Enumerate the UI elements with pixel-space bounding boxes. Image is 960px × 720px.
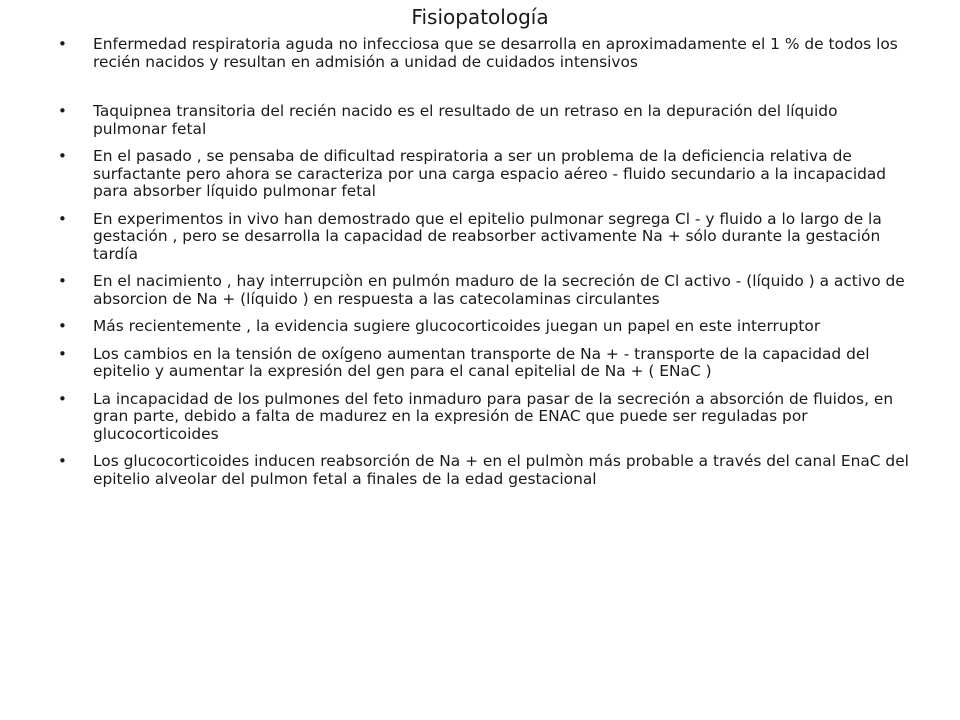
bullet-text: En experimentos in vivo han demostrado que el epitelio pulmonar segrega Cl - y fluido a lo largo de la gestación , pero se desarrolla la capacidad de reabsorber activamente Na + sólo durante la gestación tardía: [93, 209, 882, 263]
bullet-dot-icon: •: [58, 452, 67, 470]
bullet-dot-icon: •: [58, 147, 67, 165]
bullet-dot-icon: •: [58, 209, 67, 228]
bullet-item: [58, 391, 910, 444]
bullet-item: [58, 211, 910, 264]
bullet-dot-icon: •: [58, 272, 67, 290]
bullet-text: Taquipnea transitoria del recién nacido es el resultado de un retraso en la depuración del líquido pulmonar fetal: [93, 102, 838, 138]
bullet-dot-icon: •: [58, 102, 67, 120]
bullet-item: [58, 103, 910, 138]
bullet-item: [58, 318, 910, 336]
bullet-item: [58, 36, 910, 71]
slide-title: Fisiopatología: [411, 5, 549, 29]
bullet-item: [58, 453, 910, 488]
bullet-text: La incapacidad de los pulmones del feto inmaduro para pasar de la secreción a absorción de fluidos, en gran parte, debido a falta de madurez en la expresión de ENAC que puede ser reguladas por glucocorticoides: [93, 389, 894, 443]
bullet-dot-icon: •: [58, 35, 67, 53]
bullet-text: En el pasado , se pensaba de dificultad respiratoria a ser un problema de la deficiencia relativa de surfactante pero ahora se caracteriza por una carga espacio aéreo - fluido secundario a la incapacidad para absorber líquido pulmonar fetal: [93, 147, 887, 200]
bullet-item: [58, 148, 910, 201]
bullet-text: Más recientemente , la evidencia sugiere glucocorticoides juegan un papel en este interruptor: [93, 317, 821, 335]
bullet-text: En el nacimiento , hay interrupciòn en pulmón maduro de la secreción de Cl activo - (líquido ) a activo de absorcion de Na + (líquido ) en respuesta a las catecolaminas circulantes: [93, 272, 905, 308]
bullet-text: Los cambios en la tensión de oxígeno aumentan transporte de Na + - transporte de la capacidad del epitelio y aumentar la expresión del gen para el canal epitelial de Na + ( ENaC ): [93, 344, 870, 380]
bullet-dot-icon: •: [58, 389, 67, 408]
bullet-text: Enfermedad respiratoria aguda no infecciosa que se desarrolla en aproximadamente el 1 % de todos los recién nacidos y resultan en admisión a unidad de cuidados intensivos: [93, 35, 898, 71]
bullet-text: Los glucocorticoides inducen reabsorción de Na + en el pulmòn más probable a través del canal EnaC del epitelio alveolar del pulmon fetal a finales de la edad gestacional: [93, 452, 909, 488]
bullet-item: [58, 346, 910, 381]
bullet-dot-icon: •: [58, 344, 67, 363]
bullet-item: [58, 273, 910, 308]
bullet-list: [58, 36, 910, 498]
bullet-dot-icon: •: [58, 317, 67, 335]
